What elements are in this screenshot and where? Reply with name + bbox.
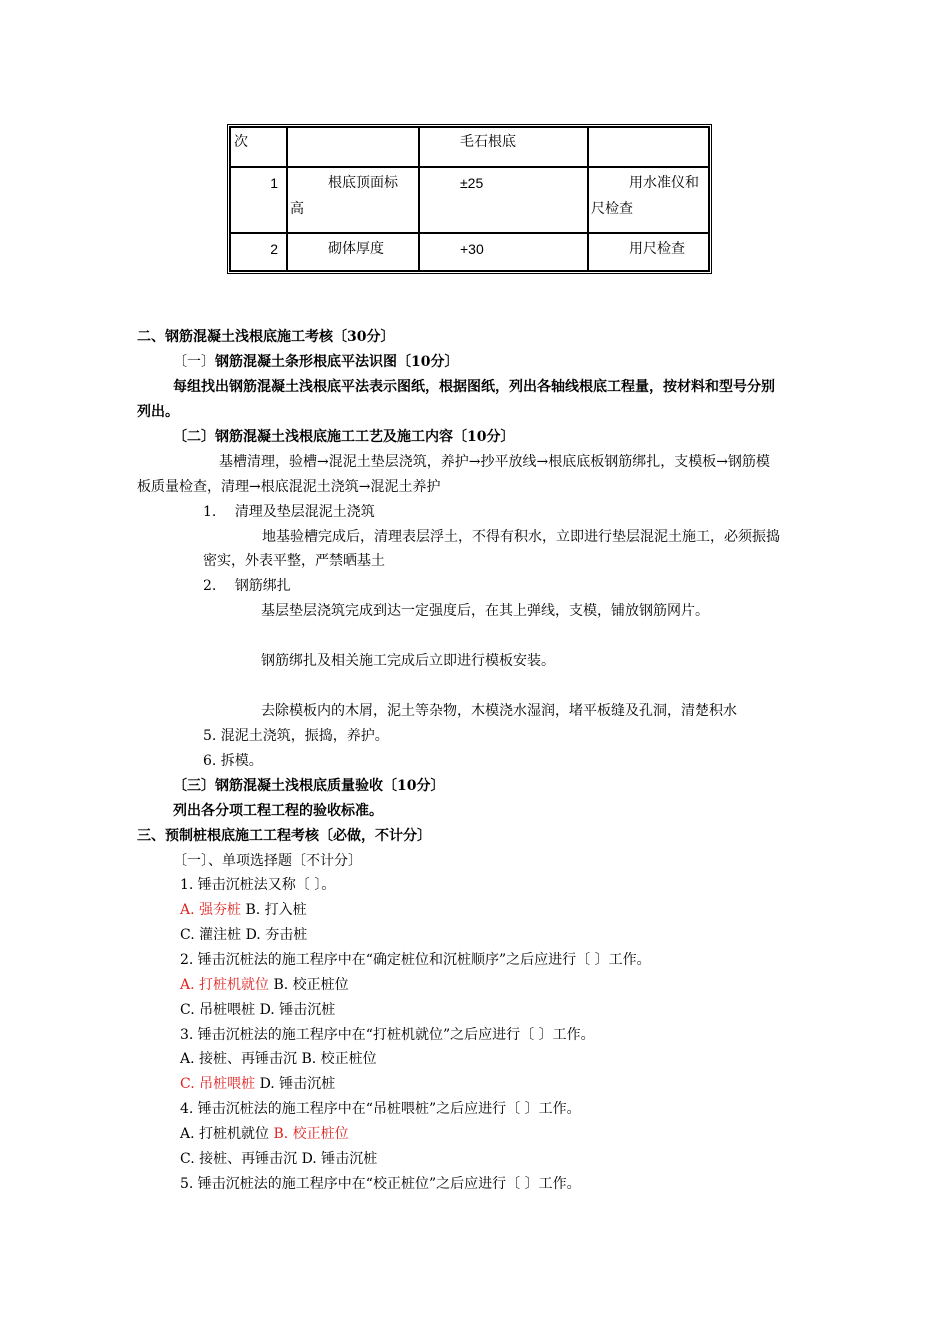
section-2-sub1-body-cont: 列出。: [137, 404, 179, 420]
table-cell-text: 砌体厚度: [328, 241, 384, 257]
table-cell-text: 用尺检查: [629, 241, 685, 257]
option-c: C. 吊桩喂桩: [180, 1002, 256, 1018]
question-2: 2. 锤击沉桩法的施工程序中在“确定桩位和沉桩顺序”之后应进行〔 〕工作。: [180, 952, 651, 968]
question-1: 1. 锤击沉桩法又称〔 〕。: [180, 877, 336, 893]
step-5: 5. 混泥土浇筑，振捣，养护。: [203, 728, 389, 744]
step-2-number: 2.: [203, 578, 217, 594]
table-cell-text: 尺检查: [591, 201, 633, 217]
question-1-options-ab: [180, 900, 307, 920]
section-3-title: 三、预制桩根底施工工程考核〔必做，不计分〕: [137, 828, 431, 844]
question-4-options-ab: [180, 1124, 349, 1144]
table-cell-text: 次: [234, 134, 248, 150]
question-3: 3. 锤击沉桩法的施工程序中在“打桩机就位”之后应进行〔 〕工作。: [180, 1027, 595, 1043]
section-3-sub1-title: 〔一〕、单项选择题〔不计分〕: [173, 853, 362, 869]
step-6: 6. 拆模。: [203, 753, 263, 769]
question-2-options-cd: [180, 1000, 335, 1020]
step-1-number: 1.: [203, 504, 217, 520]
step-1-heading: [203, 502, 375, 522]
option-d: D. 夯击桩: [245, 927, 308, 943]
section-2-sub1-title: 钢筋混凝土条形根底平法识图〔10分〕: [215, 354, 459, 370]
step-1-title: 清理及垫层混泥土浇筑: [234, 504, 375, 520]
question-4: 4. 锤击沉桩法的施工程序中在“吊桩喂桩”之后应进行〔 〕工作。: [180, 1101, 581, 1117]
table-cell: [230, 127, 287, 167]
table-cell-text: 高: [290, 201, 304, 217]
table-cell: [287, 233, 419, 271]
table-cell: [287, 127, 419, 167]
option-a-answer: A. 打桩机就位: [180, 977, 270, 993]
section-2-sub3-body: 列出各分项工程工程的验收标准。: [173, 803, 383, 819]
option-b: B. 校正桩位: [301, 1051, 377, 1067]
option-b-answer: B. 校正桩位: [273, 1126, 349, 1142]
option-a-answer: A. 强夯桩: [180, 902, 242, 918]
table-cell: [588, 127, 709, 167]
option-d: D. 锤击沉桩: [301, 1151, 378, 1167]
table-cell: [588, 167, 709, 233]
option-c-answer: C. 吊桩喂桩: [180, 1076, 256, 1092]
question-3-options-cd: [180, 1074, 335, 1094]
table-cell: [419, 167, 588, 233]
table-cell-text: 1: [270, 175, 278, 191]
option-b: B. 校正桩位: [273, 977, 349, 993]
step-4-body: 去除模板内的木屑，泥土等杂物，木模浇水湿润，堵平板缝及孔洞，清楚积水: [261, 703, 737, 719]
step-1-body: 地基验槽完成后，清理表层浮土，不得有积水，立即进行垫层混泥土施工，必须振捣: [262, 529, 780, 545]
table-cell: [588, 233, 709, 271]
process-flow-cont: 板质量检查，清理→根底混泥土浇筑→混泥土养护: [137, 479, 441, 495]
question-4-options-cd: [180, 1149, 377, 1169]
section-2-sub2-title: 〔二〕钢筋混凝土浅根底施工工艺及施工内容〔10分〕: [173, 429, 515, 445]
option-d: D. 锤击沉桩: [259, 1002, 336, 1018]
section-2-sub1: [173, 352, 458, 372]
option-c: C. 接桩、再锤击沉: [180, 1151, 298, 1167]
option-c: C. 灌注桩: [180, 927, 242, 943]
section-2-title: 二、钢筋混凝土浅根底施工考核〔30分〕: [137, 329, 395, 345]
step-2-body: 基层垫层浇筑完成到达一定强度后，在其上弹线，支模，铺放钢筋网片。: [261, 603, 709, 619]
table-cell: [230, 233, 287, 271]
option-a: A. 打桩机就位: [180, 1126, 270, 1142]
option-d: D. 锤击沉桩: [259, 1076, 336, 1092]
question-1-options-cd: [180, 925, 307, 945]
option-b: B. 打入桩: [245, 902, 307, 918]
table-cell-text: +30: [460, 241, 484, 257]
option-a: A. 接桩、再锤击沉: [180, 1051, 298, 1067]
question-5: 5. 锤击沉桩法的施工程序中在“校正桩位”之后应进行〔 〕工作。: [180, 1176, 581, 1192]
table-cell-text: ±25: [460, 175, 484, 191]
question-2-options-ab: [180, 975, 349, 995]
process-flow: 基槽清理，验槽→混泥土垫层浇筑，养护→抄平放线→根底底板钢筋绑扎，支模板→钢筋模: [219, 454, 770, 470]
section-2-sub3-title: 〔三〕钢筋混凝土浅根底质量验收〔10分〕: [173, 778, 445, 794]
table-cell: [287, 167, 419, 233]
table-cell-text: 2: [270, 241, 278, 257]
table-cell-text: 根底顶面标: [328, 175, 398, 191]
table-cell: [419, 233, 588, 271]
table-cell-text: 用水准仪和: [629, 175, 699, 191]
section-2-sub1-prefix: 〔一〕: [173, 354, 215, 370]
question-3-options-ab: [180, 1049, 377, 1069]
step-2-heading: [203, 576, 291, 596]
step-3-body: 钢筋绑扎及相关施工完成后立即进行模板安装。: [261, 653, 555, 669]
section-2-sub1-body: 每组找出钢筋混凝土浅根底平法表示图纸，根据图纸，列出各轴线根底工程量，按材料和型号分别: [173, 379, 775, 395]
table-cell: [419, 127, 588, 167]
step-2-title: 钢筋绑扎: [234, 578, 291, 594]
table-cell: [230, 167, 287, 233]
spec-table: [227, 124, 712, 274]
step-1-body-cont: 密实，外表平整，严禁晒基土: [203, 553, 385, 569]
table-cell-text: 毛石根底: [460, 134, 516, 150]
